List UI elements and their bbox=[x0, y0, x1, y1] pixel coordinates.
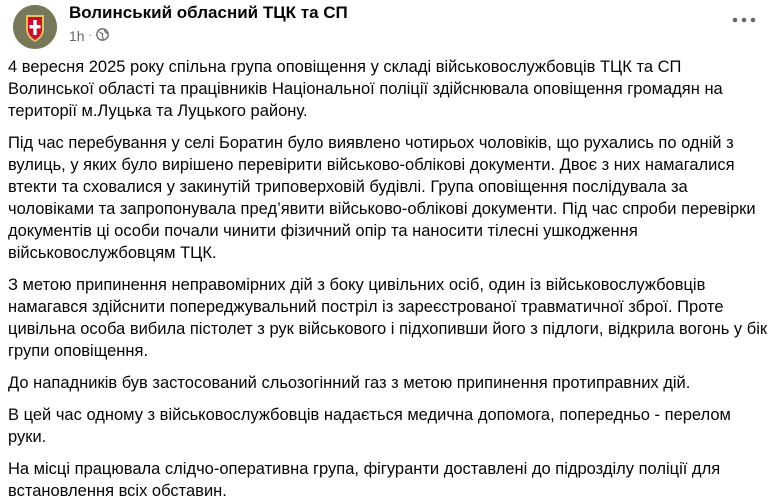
globe-icon bbox=[96, 28, 109, 44]
page-name[interactable]: Волинський обласний ТЦК та СП bbox=[69, 3, 348, 22]
post-paragraph: В цей час одному з військовослужбовців надається медична допомога, попередньо - перелом руки. bbox=[8, 406, 731, 446]
post-paragraph: 4 вересня 2025 року спільна група оповіщення у складі військовослужбовців ТЦК та СП Волинської області та працівників Національної поліції здійснювала оповіщення громадян на території м.Луцька та Луцького району. bbox=[8, 58, 723, 120]
post-body bbox=[8, 56, 768, 502]
separator-dot: · bbox=[88, 30, 92, 41]
post-paragraph: На місці працювала слідчо-оперативна група, фігуранти доставлені до підрозділу поліції для встановлення всіх обставин. bbox=[8, 460, 721, 500]
post-paragraph: З метою припинення неправомірних дій з боку цивільних осіб, один із військовослужбовців намагався здійснити попереджувальний постріл із зареєстрованої травматичної зброї. Проте цивільна особа вибила пістолет з рук військового і підхопивши його з підлоги, відкрила вогонь у бік групи оповіщення. bbox=[8, 276, 768, 360]
post-meta bbox=[69, 28, 109, 44]
more-options-icon[interactable] bbox=[726, 6, 762, 34]
post-header bbox=[8, 0, 768, 56]
post-paragraph: Під час перебування у селі Боратин було виявлено чотирьох чоловіків, що рухались по одній з вулиць, у яких було вирішено перевірити військово-облікові документи. Двоє з них намагалися втекти та сховалися у закинутій триповерховій будівлі. Група оповіщення послідувала за чоловіками та запропонувала пред’явити військово-облікові документи. Під час спроби перевірки документів ці особи почали чинити фізичний опір та наносити тілесні ушкодження військовослужбовцям ТЦК. bbox=[8, 134, 756, 262]
coat-of-arms-icon bbox=[13, 5, 57, 49]
post-paragraph: До нападників був застосований сльозогінний газ з метою припинення протиправних дій. bbox=[8, 374, 691, 392]
post-time[interactable]: 1h bbox=[69, 28, 85, 44]
avatar[interactable] bbox=[13, 5, 57, 49]
